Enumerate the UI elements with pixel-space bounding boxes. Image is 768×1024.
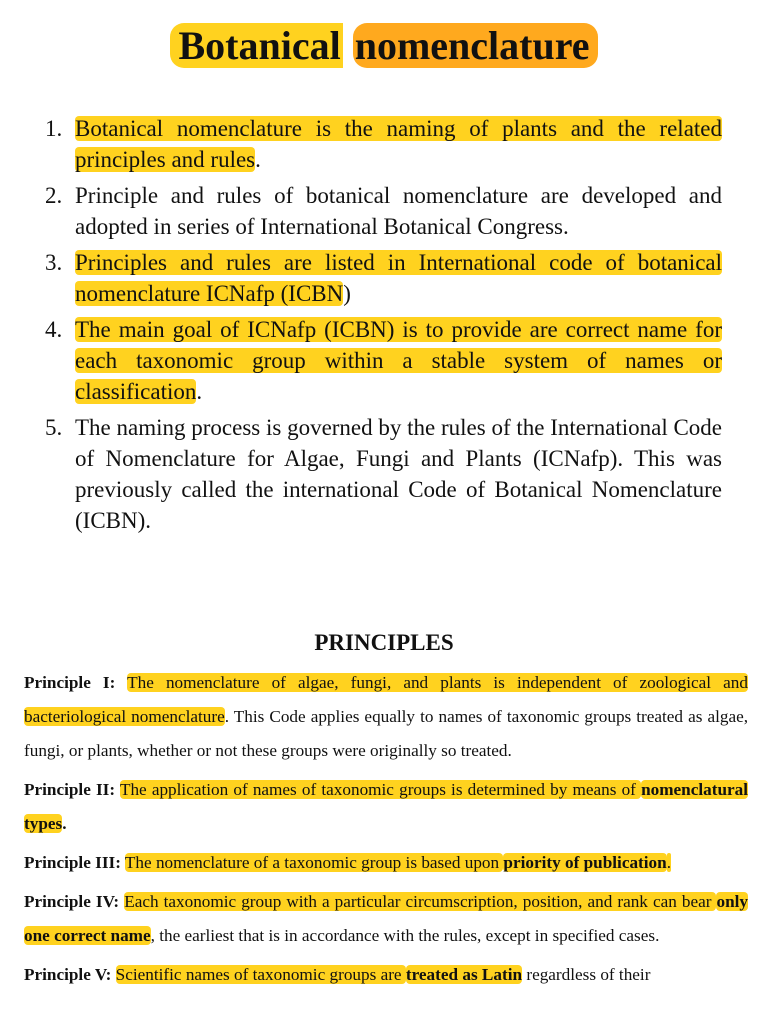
principle-text: .	[62, 814, 67, 833]
highlighted-text: Each taxonomic group with a particular circumscription, position, and rank can bear	[124, 892, 717, 911]
principle-text: regardless of their	[522, 965, 651, 984]
bold-highlighted-term: nomenclatural types	[24, 780, 748, 833]
list-item-number: 3.	[45, 250, 63, 275]
principle-label: Principle V:	[24, 965, 112, 984]
bold-highlighted-term: only one correct name	[24, 892, 749, 945]
principle-text: .	[666, 853, 672, 872]
principle-label: Principle III:	[24, 853, 121, 872]
highlighted-text: Principles and rules are listed in International code of botanical nomenclature ICNafp (ICBN	[75, 250, 722, 306]
list-item-text: .	[255, 147, 261, 172]
list-item	[45, 314, 722, 407]
principle-text: , the earliest that is in accordance with the rules, except in specified cases.	[150, 926, 660, 945]
list-item-number: 2.	[45, 183, 63, 208]
principle-label: Principle I:	[24, 673, 116, 692]
title-word-botanical: Botanical	[170, 23, 342, 68]
list-item-text: .	[196, 379, 203, 404]
list-item-number: 5.	[45, 415, 63, 440]
highlighted-text: The nomenclature of a taxonomic group is based upon	[124, 853, 504, 872]
page-title	[0, 18, 768, 74]
bold-highlighted-term: priority of publication	[503, 853, 667, 872]
principle-paragraph	[24, 885, 748, 953]
principle-text: . This Code applies equally to names of taxonomic groups treated as algae, fungi, or plants, whether or not these groups were originally so treated.	[24, 707, 749, 760]
principle-label: Principle IV:	[24, 892, 120, 911]
title-word-nomenclature: nomenclature	[353, 23, 598, 68]
list-item	[45, 412, 722, 536]
list-item	[45, 113, 722, 175]
principle-paragraph	[24, 666, 748, 768]
numbered-points-list	[45, 113, 722, 541]
principles-heading: PRINCIPLES	[314, 630, 454, 655]
list-item-text: Principle and rules of botanical nomenclature are developed and adopted in series of International Botanical Congress.	[75, 183, 722, 239]
principle-paragraph	[24, 773, 748, 841]
list-item-text: )	[343, 281, 351, 306]
highlighted-text: Scientific names of taxonomic groups are	[115, 965, 406, 984]
principles-section	[24, 666, 748, 997]
highlighted-text: The application of names of taxonomic groups is determined by means of	[119, 780, 642, 799]
list-item-number: 4.	[45, 317, 63, 342]
principle-paragraph	[24, 958, 748, 992]
list-item	[45, 247, 722, 309]
principle-paragraph	[24, 846, 748, 880]
list-item-text: The naming process is governed by the rules of the International Code of Nomenclature for Algae, Fungi and Plants (ICNafp). This was previously called the international Code of Botanical Nomenclature (ICBN).	[75, 415, 723, 533]
highlighted-text: The main goal of ICNafp (ICBN) is to provide are correct name for each taxonomic group within a stable system of names or classification	[75, 317, 722, 404]
list-item	[45, 180, 722, 242]
highlighted-text: The nomenclature of algae, fungi, and plants is independent of zoological and bacteriological nomenclature	[24, 673, 748, 726]
bold-highlighted-term: treated as Latin	[405, 965, 523, 984]
highlighted-text: Botanical nomenclature is the naming of plants and the related principles and rules	[75, 116, 722, 172]
list-item-number: 1.	[45, 116, 63, 141]
principle-label: Principle II:	[24, 780, 116, 799]
